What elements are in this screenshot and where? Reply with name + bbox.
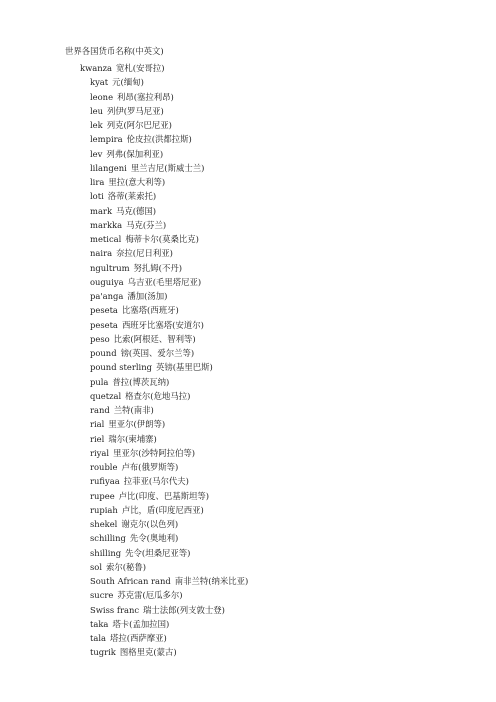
- currency-entry: [90, 531, 248, 545]
- currency-term: metical: [90, 234, 122, 244]
- currency-meaning: 兰特(南非): [113, 405, 154, 415]
- currency-term: Swiss franc: [90, 604, 140, 615]
- currency-entry: [80, 61, 248, 75]
- currency-list: [80, 61, 249, 660]
- currency-term: taka: [90, 618, 109, 629]
- currency-term: rouble: [90, 462, 118, 472]
- currency-entry: [90, 261, 248, 275]
- currency-meaning: 图格里克(蒙古): [119, 647, 177, 658]
- currency-meaning: 英镑(基里巴斯): [155, 362, 213, 373]
- currency-entry: [90, 645, 248, 659]
- currency-term: sucre: [90, 590, 114, 601]
- currency-meaning: 先令(奥地利): [129, 533, 179, 544]
- currency-term: leone: [90, 91, 114, 102]
- currency-term: pound: [90, 348, 117, 358]
- currency-meaning: 苏克雷(厄瓜多尔): [117, 590, 183, 601]
- currency-term: riyal: [90, 447, 110, 458]
- currency-entry: [90, 218, 248, 232]
- currency-term: quetzal: [90, 390, 122, 401]
- currency-entry: [90, 104, 248, 118]
- currency-entry: [90, 318, 248, 332]
- currency-meaning: 利昂(塞拉利昂): [117, 91, 174, 102]
- currency-entry: [90, 346, 248, 360]
- currency-term: kwanza: [80, 63, 113, 73]
- currency-term: lev: [90, 148, 103, 159]
- currency-meaning: 镑(英国、爱尔兰等): [120, 348, 195, 358]
- currency-meaning: 塔卡(孟加拉国): [112, 618, 170, 629]
- currency-term: South African rand: [90, 576, 171, 586]
- currency-meaning: 南非兰特(纳米比亚): [174, 576, 249, 586]
- currency-term: rial: [90, 419, 105, 430]
- currency-meaning: 里拉(意大利等): [108, 177, 166, 187]
- currency-entry: [90, 204, 248, 218]
- currency-meaning: 努扎姆(不丹): [133, 262, 182, 273]
- currency-term: ouguiya: [90, 276, 124, 287]
- currency-term: rufiyaa: [90, 476, 120, 487]
- currency-entry: [90, 403, 248, 417]
- currency-meaning: 马克(德国): [116, 205, 157, 216]
- currency-term: peseta: [90, 319, 118, 330]
- currency-meaning: 比索(阿根廷、智利等): [113, 333, 196, 344]
- currency-entry: [90, 517, 248, 531]
- currency-entry: [90, 132, 248, 146]
- currency-entry: [90, 389, 248, 403]
- currency-term: markka: [90, 219, 123, 230]
- currency-meaning: 比塞塔(西班牙): [121, 305, 179, 316]
- currency-entry: [90, 360, 248, 374]
- currency-meaning: 里兰吉尼(斯威士兰): [130, 162, 205, 173]
- currency-entry: [90, 175, 248, 189]
- currency-meaning: 索尔(秘鲁): [106, 561, 147, 572]
- currency-term: riel: [90, 433, 105, 444]
- currency-meaning: 奈拉(尼日利亚): [116, 248, 173, 259]
- currency-term: sol: [90, 561, 103, 572]
- currency-meaning: 谢克尔(以色列): [121, 519, 179, 529]
- currency-entry: [90, 460, 248, 474]
- currency-entry: [90, 446, 248, 460]
- currency-meaning: 列弗(保加利亚): [106, 148, 164, 159]
- currency-meaning: 先令(坦桑尼亚等): [125, 547, 191, 558]
- currency-meaning: 拉菲亚(马尔代夫): [123, 476, 189, 487]
- currency-entry: [90, 617, 248, 631]
- currency-term: shilling: [90, 547, 122, 558]
- currency-entry: [90, 375, 248, 389]
- currency-term: lempira: [90, 134, 123, 145]
- currency-entry: [90, 147, 248, 161]
- currency-meaning: 列伊(罗马尼亚): [107, 105, 164, 116]
- currency-term: schilling: [90, 533, 126, 544]
- currency-term: mark: [90, 205, 113, 216]
- currency-term: naira: [90, 248, 113, 259]
- currency-meaning: 伦皮拉(洪都拉斯): [126, 134, 192, 145]
- currency-entry: [90, 588, 248, 602]
- currency-term: tugrik: [90, 647, 116, 658]
- currency-term: ngultrum: [90, 262, 130, 273]
- currency-entry: [90, 503, 248, 517]
- currency-entry: [90, 474, 248, 488]
- currency-entry: [90, 574, 248, 588]
- currency-term: tala: [90, 633, 107, 643]
- currency-term: rupiah: [90, 504, 118, 515]
- currency-entry: [90, 603, 248, 617]
- currency-entry: [90, 189, 248, 203]
- currency-entry: [90, 289, 248, 303]
- currency-term: peseta: [90, 305, 118, 316]
- currency-meaning: 瑞尔(柬埔寨): [108, 433, 157, 444]
- currency-entry: [90, 246, 248, 260]
- currency-entry: [90, 432, 248, 446]
- currency-entry: [90, 75, 248, 89]
- currency-entry: [90, 161, 248, 175]
- currency-term: lilangeni: [90, 162, 127, 173]
- currency-entry: [90, 332, 248, 346]
- currency-term: kyat: [90, 77, 109, 88]
- currency-meaning: 列克(阿尔巴尼亚): [106, 120, 172, 130]
- currency-meaning: 卢布(俄罗斯等): [121, 462, 179, 472]
- currency-meaning: 马克(芬兰): [126, 219, 167, 230]
- currency-term: loti: [90, 191, 104, 202]
- currency-meaning: 乌吉亚(毛里塔尼亚): [127, 276, 202, 287]
- currency-meaning: 洛蒂(莱索托): [107, 191, 157, 202]
- currency-meaning: 塔拉(西萨摩亚): [110, 633, 167, 643]
- currency-meaning: 卢比，盾(印度尼西亚): [121, 504, 204, 515]
- currency-term: lira: [90, 177, 105, 187]
- currency-entry: [90, 631, 248, 645]
- currency-entry: [90, 546, 248, 560]
- currency-meaning: 里亚尔(沙特阿拉伯等): [113, 447, 196, 458]
- currency-meaning: 西班牙比塞塔(安道尔): [121, 319, 204, 330]
- currency-entry: [90, 232, 248, 246]
- currency-entry: [90, 560, 248, 574]
- currency-meaning: 梅蒂卡尔(莫桑比克): [125, 234, 199, 244]
- currency-entry: [90, 489, 248, 503]
- currency-term: shekel: [90, 519, 118, 529]
- currency-entry: [90, 90, 248, 104]
- currency-meaning: 宽札(安哥拉): [116, 63, 165, 73]
- currency-entry: [90, 118, 248, 132]
- currency-meaning: 瑞士法郎(列支敦士登): [143, 604, 225, 615]
- currency-term: pound sterling: [90, 362, 152, 373]
- currency-meaning: 普拉(博茨瓦纳): [112, 376, 170, 387]
- currency-meaning: 里亚尔(伊朗等): [108, 419, 166, 430]
- currency-meaning: 潘加(汤加): [127, 291, 168, 301]
- currency-term: leu: [90, 105, 104, 116]
- currency-meaning: 卢比(印度、巴基斯坦等): [118, 490, 209, 501]
- currency-term: peso: [90, 333, 110, 344]
- currency-term: rand: [90, 405, 110, 415]
- currency-entry: [90, 303, 248, 317]
- currency-entry: [90, 275, 248, 289]
- currency-entry: [90, 417, 248, 431]
- currency-term: lek: [90, 120, 103, 130]
- currency-meaning: 格查尔(危地马拉): [125, 390, 191, 401]
- document-title: 世界各国货币名称(中英文): [65, 46, 164, 56]
- currency-term: pula: [90, 376, 109, 387]
- currency-meaning: 元(缅甸): [112, 77, 144, 88]
- currency-term: rupee: [90, 490, 115, 501]
- currency-term: pa'anga: [90, 291, 124, 301]
